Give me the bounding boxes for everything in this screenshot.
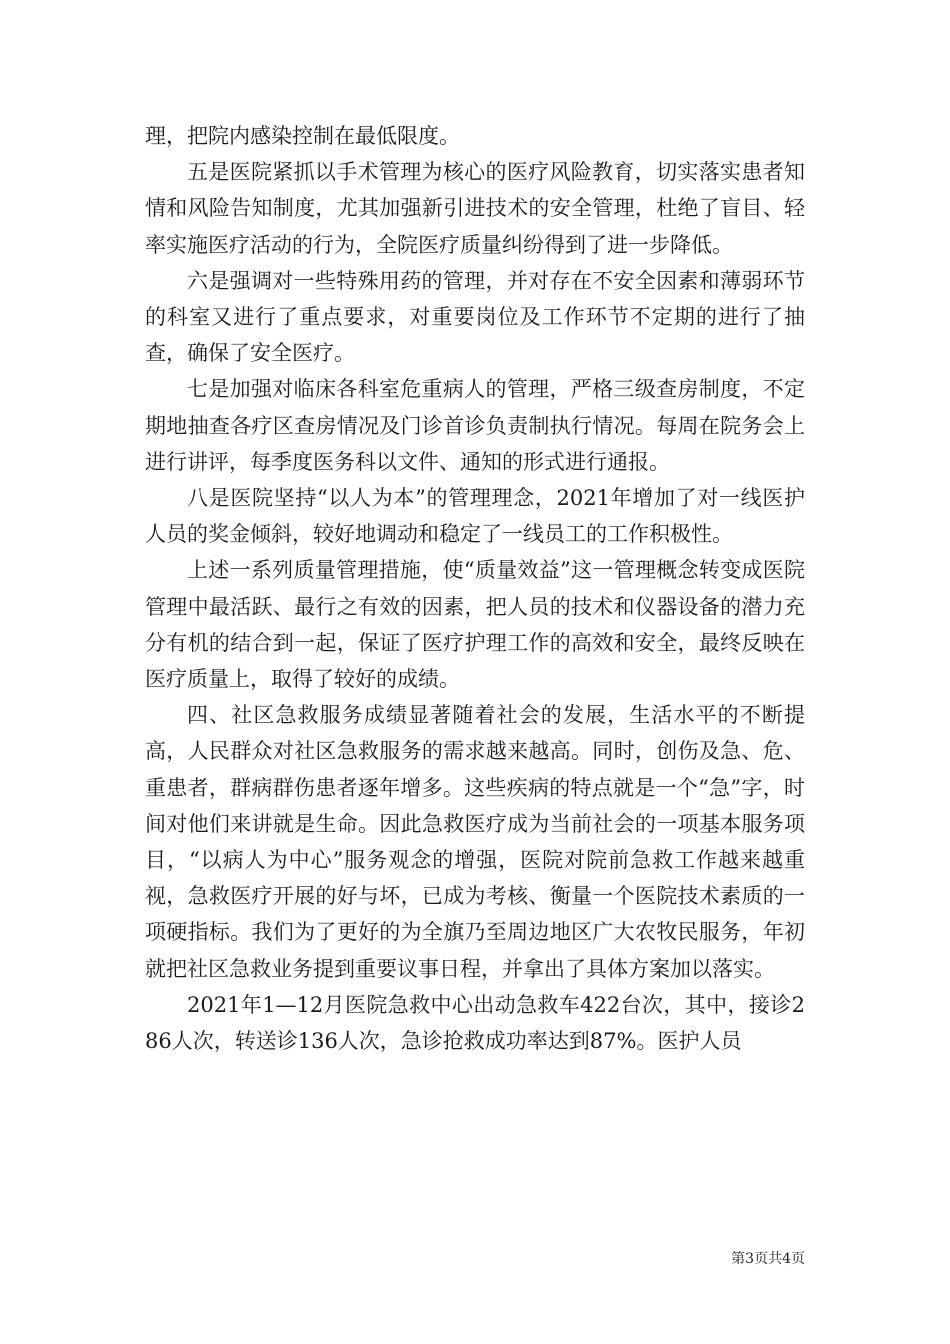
paragraph-5: 八是医院坚持“以人为本”的管理理念，2021年增加了对一线医护人员的奖金倾斜，较好地调动和稳定了一线员工的工作积极性。 bbox=[145, 486, 805, 547]
paragraph-3: 六是强调对一些特殊用药的管理，并对存在不安全因素和薄弱环节的科室又进行了重点要求，对重要岗位及工作环节不定期的进行了抽查，确保了安全医疗。 bbox=[145, 268, 805, 366]
document-body bbox=[145, 118, 805, 1059]
paragraph-2: 五是医院紧抓以手术管理为核心的医疗风险教育，切实落实患者知情和风险告知制度，尤其加强新引进技术的安全管理，杜绝了盲目、轻率实施医疗活动的行为，全院医疗质量纠纷得到了进一步降低。 bbox=[145, 160, 805, 257]
paragraph-6: 上述一系列质量管理措施，使“质量效益”这一管理概念转变成医院管理中最活跃、最行之有效的因素，把人员的技术和仪器设备的潜力充分有机的结合到一起，保证了医疗护理工作的高效和安全，最终反映在医疗质量上，取得了较好的成绩。 bbox=[145, 558, 805, 692]
page-number: 第3页共4页 bbox=[731, 1251, 805, 1267]
paragraph-7: 四、社区急救服务成绩显著随着社会的发展，生活水平的不断提高，人民群众对社区急救服务的需求越来越高。同时，创伤及急、危、重患者，群病群伤患者逐年增多。这些疾病的特点就是一个“急”字，时间对他们来讲就是生命。因此急救医疗成为当前社会的一项基本服务项目，“以病人为中心”服务观念的增强，医院对院前急救工作越来越重视，急救医疗开展的好与坏，已成为考核、衡量一个医院技术素质的一项硬指标。我们为了更好的为全旗乃至周边地区广大农牧民服务，年初就把社区急救业务提到重要议事日程，并拿出了具体方案加以落实。 bbox=[145, 703, 805, 981]
paragraph-8: 2021年1—12月医院急救中心出动急救车422台次，其中，接诊286人次，转送诊136人次，急诊抢救成功率达到87%。医护人员 bbox=[145, 992, 805, 1054]
paragraph-4: 七是加强对临床各科室危重病人的管理，严格三级查房制度，不定期地抽查各疗区查房情况及门诊首诊负责制执行情况。每周在院务会上进行讲评，每季度医务科以文件、通知的形式进行通报。 bbox=[145, 377, 805, 474]
paragraph-1: 理，把院内感染控制在最低限度。 bbox=[145, 124, 460, 148]
